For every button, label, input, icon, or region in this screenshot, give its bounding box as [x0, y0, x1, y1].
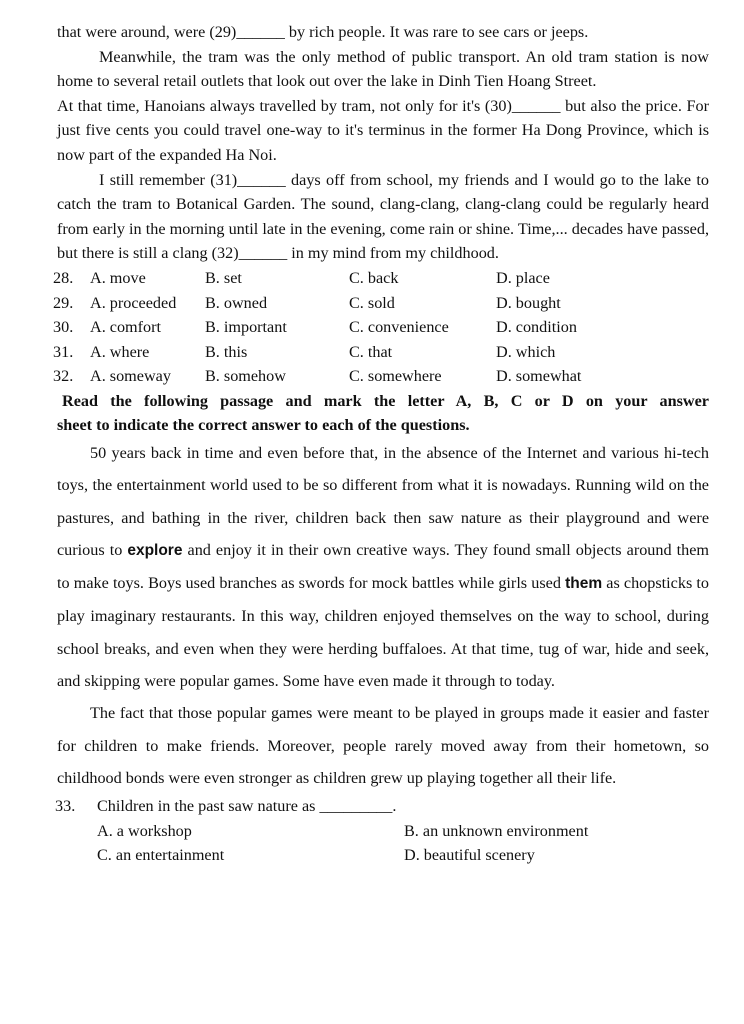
option-d: D. somewhat — [496, 367, 582, 386]
option-a: A. proceeded — [90, 293, 177, 312]
option-a: A. a workshop — [97, 821, 192, 840]
option-c: C. sold — [349, 293, 395, 312]
option-c: C. convenience — [349, 318, 449, 337]
option-c: C. that — [349, 342, 393, 361]
option-a: A. move — [90, 268, 146, 287]
option-d: D. bought — [496, 293, 561, 312]
option-row-31 — [53, 340, 709, 365]
option-a: A. someway — [90, 367, 171, 386]
question-33 — [57, 794, 709, 819]
question-number: 29. — [53, 293, 74, 312]
option-c: C. an entertainment — [97, 846, 225, 865]
cloze-paragraph-1: that were around, were (29)______ by rich people. It was rare to see cars or jeeps. — [57, 23, 589, 41]
option-row-32 — [53, 364, 709, 389]
question-33-options-row-2 — [57, 843, 709, 868]
cloze-paragraph-4: I still remember (31)______ days off from school, my friends and I would go to the lake to catch the tram to Botanical Garden. The sound, clang-clang, clang-clang could be regularly heard from early in the morning until late in the evening, come rain or shine. Time,... decades have passed, but there is still a clang (32)______ in my mind from my childhood. — [57, 170, 709, 263]
option-c: C. somewhere — [349, 367, 442, 386]
option-a: A. where — [90, 342, 150, 361]
option-b: B. important — [205, 318, 287, 337]
option-b: B. somehow — [205, 367, 286, 386]
passage-text: as chopsticks to play imaginary restaurants. In this way, children enjoyed themselves on the way to school, during school breaks, and even when they were herding buffaloes. At that time, tug of war, hide and seek, and skipping were popular games. Some have even made it through to today. — [57, 574, 709, 690]
option-b: B. owned — [205, 293, 268, 312]
option-row-30 — [53, 315, 709, 340]
option-d: D. beautiful scenery — [404, 846, 535, 865]
passage-paragraph-2: The fact that those popular games were meant to be played in groups made it easier and faster for children to make friends. Moreover, people rarely moved away from their hometown, so childhood bonds were even stronger as children grew up playing together all their life. — [57, 704, 709, 787]
option-b: B. set — [205, 268, 242, 287]
cloze-paragraph-2: Meanwhile, the tram was the only method of public transport. An old tram station is now home to several retail outlets that look out over the lake in Dinh Tien Hoang Street. — [57, 47, 709, 91]
instruction-line-1: Read the following passage and mark the letter A, B, C or D on your answer — [62, 391, 709, 410]
question-number: 33. — [55, 797, 76, 816]
option-d: D. condition — [496, 318, 577, 337]
instruction-line-2: sheet to indicate the correct answer to each of the questions. — [57, 415, 470, 434]
question-text: Children in the past saw nature as _________. — [97, 797, 397, 816]
answer-options — [53, 266, 709, 389]
question-number: 30. — [53, 318, 74, 337]
question-number: 32. — [53, 367, 74, 386]
option-b: B. this — [205, 342, 248, 361]
document-page — [53, 20, 709, 868]
cloze-paragraph-3: At that time, Hanoians always travelled by tram, not only for it's (30)______ but also the price. For just five cents you could travel one-way to it's terminus in the former Ha Dong Province, which is now part of the expanded Ha Noi. — [57, 96, 709, 164]
question-33-options-row-1 — [57, 819, 709, 844]
keyword-them: them — [565, 575, 603, 593]
option-c: C. back — [349, 268, 399, 287]
reading-instruction — [57, 389, 709, 437]
passage-text: and enjoy it in their own creative ways. They found small objects around them to make toys. Boys used branches as swords for mock battles while girls used — [57, 540, 709, 593]
option-b: B. an unknown environment — [404, 821, 589, 840]
option-a: A. comfort — [90, 318, 162, 337]
question-number: 28. — [53, 268, 74, 287]
option-row-29 — [53, 291, 709, 316]
passage-paragraph-1 — [57, 437, 709, 697]
passage-text: 50 years back in time and even before that, in the absence of the Internet and various hi-tech toys, the entertainment world used to be so different from what it is nowadays. Running wild on the pastures, and bathing in the river, children back then saw nature as their playground and were curious to — [57, 443, 709, 559]
option-row-28 — [53, 266, 709, 291]
keyword-explore: explore — [127, 541, 183, 559]
option-d: D. which — [496, 342, 556, 361]
option-d: D. place — [496, 268, 550, 287]
reading-passage — [57, 437, 709, 794]
question-number: 31. — [53, 342, 74, 361]
